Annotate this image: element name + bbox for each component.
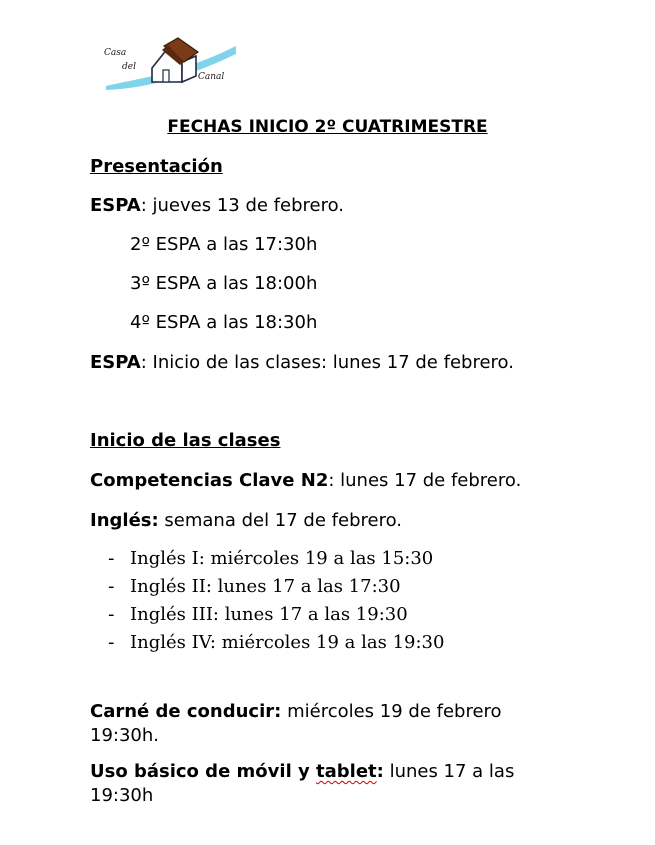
list-dash: - — [108, 576, 115, 597]
carne-text: miércoles 19 de febrero 19:30h. — [90, 701, 502, 746]
list-dash: - — [108, 632, 115, 653]
uso-label-tablet: tablet — [316, 761, 377, 782]
list-item — [108, 548, 433, 570]
list-item — [108, 576, 401, 598]
ingles-item-4: Inglés IV: miércoles 19 a las 19:30 — [130, 632, 445, 653]
ingles-line — [90, 510, 402, 532]
list-dash: - — [108, 604, 115, 625]
carne-paragraph — [90, 700, 520, 748]
presentation-heading: Presentación — [90, 156, 223, 177]
competencias-text: : lunes 17 de febrero. — [328, 470, 522, 491]
ingles-text: semana del 17 de febrero. — [158, 510, 402, 531]
uso-label-colon: : — [376, 761, 384, 782]
carne-label: Carné de conducir: — [90, 701, 282, 722]
competencias-line — [90, 470, 521, 492]
espa-item-2: 2º ESPA a las 17:30h — [130, 234, 318, 255]
list-item — [108, 632, 444, 654]
page-title: FECHAS INICIO 2º CUATRIMESTRE — [167, 117, 488, 137]
espa-start-line — [90, 352, 514, 374]
espa-presentation-line — [90, 195, 344, 217]
uso-label-a: Uso básico de móvil y — [90, 761, 317, 782]
ingles-item-2: Inglés II: lunes 17 a las 17:30 — [130, 576, 401, 597]
logo-word-casa: Casa — [104, 48, 127, 58]
espa-item-3: 3º ESPA a las 18:00h — [130, 273, 318, 294]
espa-start-label: ESPA — [90, 352, 141, 373]
logo-word-canal: Canal — [198, 72, 225, 82]
espa-date-text: : jueves 13 de febrero. — [140, 195, 345, 216]
espa-item-4: 4º ESPA a las 18:30h — [130, 312, 318, 333]
espa-label: ESPA — [90, 195, 141, 216]
house-logo-icon — [100, 32, 240, 94]
uso-text: lunes 17 a las 19:30h — [90, 761, 515, 806]
list-dash: - — [108, 548, 115, 569]
ingles-item-3: Inglés III: lunes 17 a las 19:30 — [130, 604, 408, 625]
uso-paragraph — [90, 760, 520, 808]
logo-door — [163, 70, 169, 82]
logo-word-del: del — [122, 62, 136, 72]
classes-heading: Inicio de las clases — [90, 430, 281, 451]
casa-del-canal-logo — [100, 32, 240, 94]
espa-start-text: : Inicio de las clases: lunes 17 de febrero. — [140, 352, 514, 373]
ingles-label: Inglés: — [90, 510, 159, 531]
competencias-label: Competencias Clave N2 — [90, 470, 329, 491]
list-item — [108, 604, 408, 626]
ingles-item-1: Inglés I: miércoles 19 a las 15:30 — [130, 548, 434, 569]
